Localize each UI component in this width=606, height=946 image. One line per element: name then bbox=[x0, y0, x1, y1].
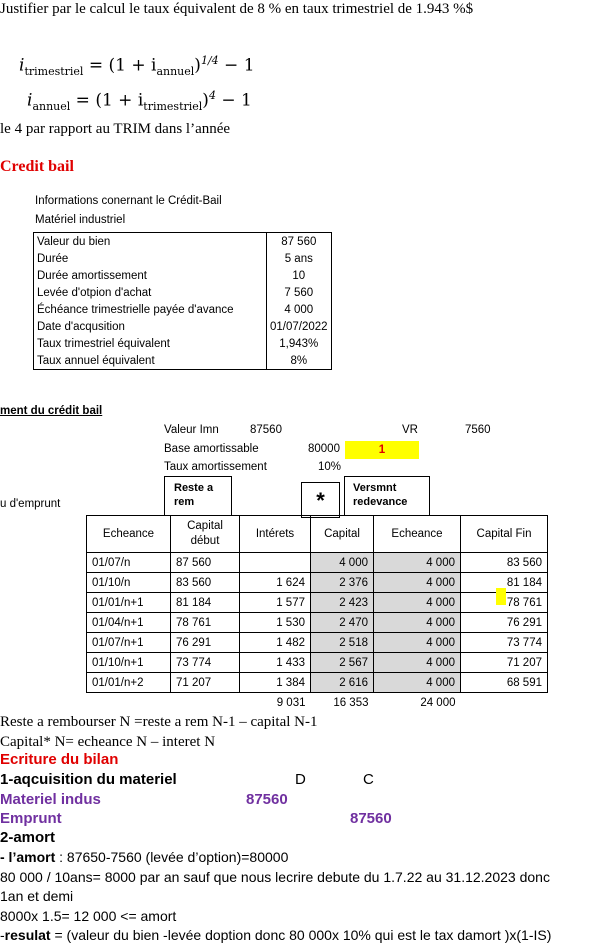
credit-bail-info-table bbox=[33, 232, 332, 370]
table-cell: 01/10/n bbox=[87, 573, 171, 593]
info-row bbox=[34, 301, 332, 318]
info-value: 87 560 bbox=[267, 233, 332, 251]
column-header: Capital bbox=[311, 516, 374, 553]
table-cell: 4 000 bbox=[374, 653, 461, 673]
info-label: Levée d'otpion d'achat bbox=[34, 284, 267, 301]
table-row bbox=[87, 673, 548, 693]
table-row bbox=[87, 573, 548, 593]
table-cell: 4 000 bbox=[374, 573, 461, 593]
info-row bbox=[34, 318, 332, 335]
table-cell: 73 774 bbox=[171, 653, 240, 673]
table-cell bbox=[240, 553, 311, 573]
bilan-step1: 1-aqcuisition du materiel bbox=[0, 771, 177, 788]
table-cell: 01/07/n+1 bbox=[87, 633, 171, 653]
bilan-row1-value: 87560 bbox=[246, 791, 288, 808]
vr-value: 7560 bbox=[465, 424, 491, 436]
bilan-row1-label: Materiel indus bbox=[0, 791, 101, 808]
taux-label: Taux amortissement bbox=[164, 461, 267, 473]
valeur-label: Valeur Imn bbox=[164, 424, 219, 436]
table-cell: 01/01/n+2 bbox=[87, 673, 171, 693]
info-row bbox=[34, 352, 332, 370]
table-cell: 1 577 bbox=[240, 593, 311, 613]
totals-row bbox=[87, 693, 548, 713]
total-cell bbox=[171, 693, 240, 713]
annotation-versement-box: Versmnt redevance bbox=[344, 476, 430, 516]
annotation-reste-box: Reste a rem bbox=[164, 476, 232, 516]
table-cell: 2 470 bbox=[311, 613, 374, 633]
table-cell: 68 591 bbox=[461, 673, 548, 693]
info-label: Durée amortissement bbox=[34, 267, 267, 284]
table-cell: 87 560 bbox=[171, 553, 240, 573]
table-cell: 73 774 bbox=[461, 633, 548, 653]
table-cell: 4 000 bbox=[374, 673, 461, 693]
table-cell: 76 291 bbox=[171, 633, 240, 653]
info-row bbox=[34, 233, 332, 251]
table-cell: 1 624 bbox=[240, 573, 311, 593]
column-header: Echeance bbox=[87, 516, 171, 553]
formula-annuel: $i_{annuel} = (1 + i_{trimestriel})^4 - 1$ bbox=[27, 89, 252, 114]
bilan-step2: 2-amort bbox=[0, 829, 56, 846]
table-cell: 4 000 bbox=[374, 553, 461, 573]
table-cell: 2 423 bbox=[311, 593, 374, 613]
info-label: Taux trimestriel équivalent bbox=[34, 335, 267, 352]
formula-trimestriel: $i_{trimestriel} = (1 + i_{annuel})^{1/4} - 1$ bbox=[19, 54, 255, 79]
info-row bbox=[34, 250, 332, 267]
table-cell: 1 433 bbox=[240, 653, 311, 673]
base-label: Base amortissable bbox=[164, 443, 259, 455]
table-cell: 01/07/n bbox=[87, 553, 171, 573]
annotation-star-box: * bbox=[301, 482, 340, 518]
total-cell: 16 353 bbox=[333, 696, 369, 709]
bilan-row2-value: 87560 bbox=[350, 810, 392, 827]
table-cell: 81 184 bbox=[461, 573, 548, 593]
table-row bbox=[87, 593, 548, 613]
info-label: Valeur du bien bbox=[34, 233, 267, 251]
bilan-title: Ecriture du bilan bbox=[0, 751, 119, 768]
table-row bbox=[87, 613, 548, 633]
table-cell: 01/04/n+1 bbox=[87, 613, 171, 633]
column-header: Echeance bbox=[374, 516, 461, 553]
table-cell: 01/01/n+1 bbox=[87, 593, 171, 613]
amort-line1: - l’amort : 87650-7560 (levée d’option)=80000 bbox=[0, 849, 289, 865]
info-value: 1,943% bbox=[267, 335, 332, 352]
emprunt-label: u d'emprunt bbox=[0, 498, 61, 510]
table-cell: 1 384 bbox=[240, 673, 311, 693]
info-value: 5 ans bbox=[267, 250, 332, 267]
table-cell: 71 207 bbox=[171, 673, 240, 693]
table-cell: 2 567 bbox=[311, 653, 374, 673]
schedule-heading: ment du crédit bail bbox=[0, 405, 103, 417]
table-cell: 71 207 bbox=[461, 653, 548, 673]
base-value: 80000 bbox=[308, 443, 340, 455]
table-cell: 76 291 bbox=[461, 613, 548, 633]
info-value: 8% bbox=[267, 352, 332, 370]
column-header: Capital Fin bbox=[461, 516, 548, 553]
table-cell: 4 000 bbox=[311, 553, 374, 573]
info-label: Taux annuel équivalent bbox=[34, 352, 267, 370]
table-row bbox=[87, 553, 548, 573]
info-row bbox=[34, 267, 332, 284]
bilan-col-d: D bbox=[295, 771, 306, 788]
info-label: Échéance trimestrielle payée d'avance bbox=[34, 301, 267, 318]
info-row bbox=[34, 335, 332, 352]
table-cell: 4 000 bbox=[374, 613, 461, 633]
table-cell: 1 530 bbox=[240, 613, 311, 633]
info-value: 10 bbox=[267, 267, 332, 284]
taux-value: 10% bbox=[318, 461, 342, 473]
table-cell: 4 000 bbox=[374, 593, 461, 613]
table-cell: 83 560 bbox=[461, 553, 548, 573]
info-value: 4 000 bbox=[267, 301, 332, 318]
info-label: Durée bbox=[34, 250, 267, 267]
note-capital: Capital* N= echeance N – interet N bbox=[0, 734, 216, 750]
table-cell: 2 518 bbox=[311, 633, 374, 653]
amort-line3: 1an et demi bbox=[0, 888, 74, 904]
bilan-row2-label: Emprunt bbox=[0, 810, 62, 827]
table-row bbox=[87, 633, 548, 653]
info-subtitle: Matériel industriel bbox=[35, 214, 126, 226]
info-value: 01/07/2022 bbox=[267, 318, 332, 335]
total-cell: 9 031 bbox=[276, 696, 306, 709]
valeur-value: 87560 bbox=[250, 424, 282, 436]
bilan-col-c: C bbox=[363, 771, 374, 788]
table-cell: 4 000 bbox=[374, 633, 461, 653]
table-cell: 1 482 bbox=[240, 633, 311, 653]
table-cell: 83 560 bbox=[171, 573, 240, 593]
resultat-line: -resulat = (valeur du bien -levée doption donc 80 000x 10% qui est le tax damort )x(1-IS) bbox=[0, 927, 552, 943]
table-cell: 81 184 bbox=[171, 593, 240, 613]
total-cell bbox=[461, 693, 548, 713]
intro-note: le 4 par rapport au TRIM dans l’année bbox=[0, 121, 231, 137]
table-cell: 2 376 bbox=[311, 573, 374, 593]
base-marker: 1 bbox=[345, 441, 419, 459]
amort-line2: 80 000 / 10ans= 8000 par an sauf que nous lecrire debute du 1.7.22 au 31.12.2023 donc bbox=[0, 869, 550, 885]
info-value: 7 560 bbox=[267, 284, 332, 301]
intro-line: Justifier par le calcul le taux équivalent de 8 % en taux trimestriel de 1.943 %$ bbox=[0, 1, 474, 17]
table-cell: 78 761 bbox=[461, 593, 548, 613]
amortization-table bbox=[86, 515, 548, 712]
note-reste: Reste a rembourser N =reste a rem N-1 – capital N-1 bbox=[0, 714, 318, 730]
table-cell: 2 616 bbox=[311, 673, 374, 693]
table-row bbox=[87, 653, 548, 673]
section-title: Credit bail bbox=[0, 158, 74, 175]
table-cell: 78 761 bbox=[171, 613, 240, 633]
info-title: Informations conernant le Crédit-Bail bbox=[35, 195, 222, 207]
info-row bbox=[34, 284, 332, 301]
row-highlight-marker bbox=[496, 588, 506, 605]
total-cell bbox=[87, 693, 171, 713]
column-header: Intérets bbox=[240, 516, 311, 553]
info-label: Date d'acqusition bbox=[34, 318, 267, 335]
vr-label: VR bbox=[402, 424, 418, 436]
column-header: Capital début bbox=[171, 516, 240, 553]
total-cell: 24 000 bbox=[420, 696, 456, 709]
table-cell: 01/10/n+1 bbox=[87, 653, 171, 673]
amort-line4: 8000x 1.5= 12 000 <= amort bbox=[0, 908, 177, 924]
